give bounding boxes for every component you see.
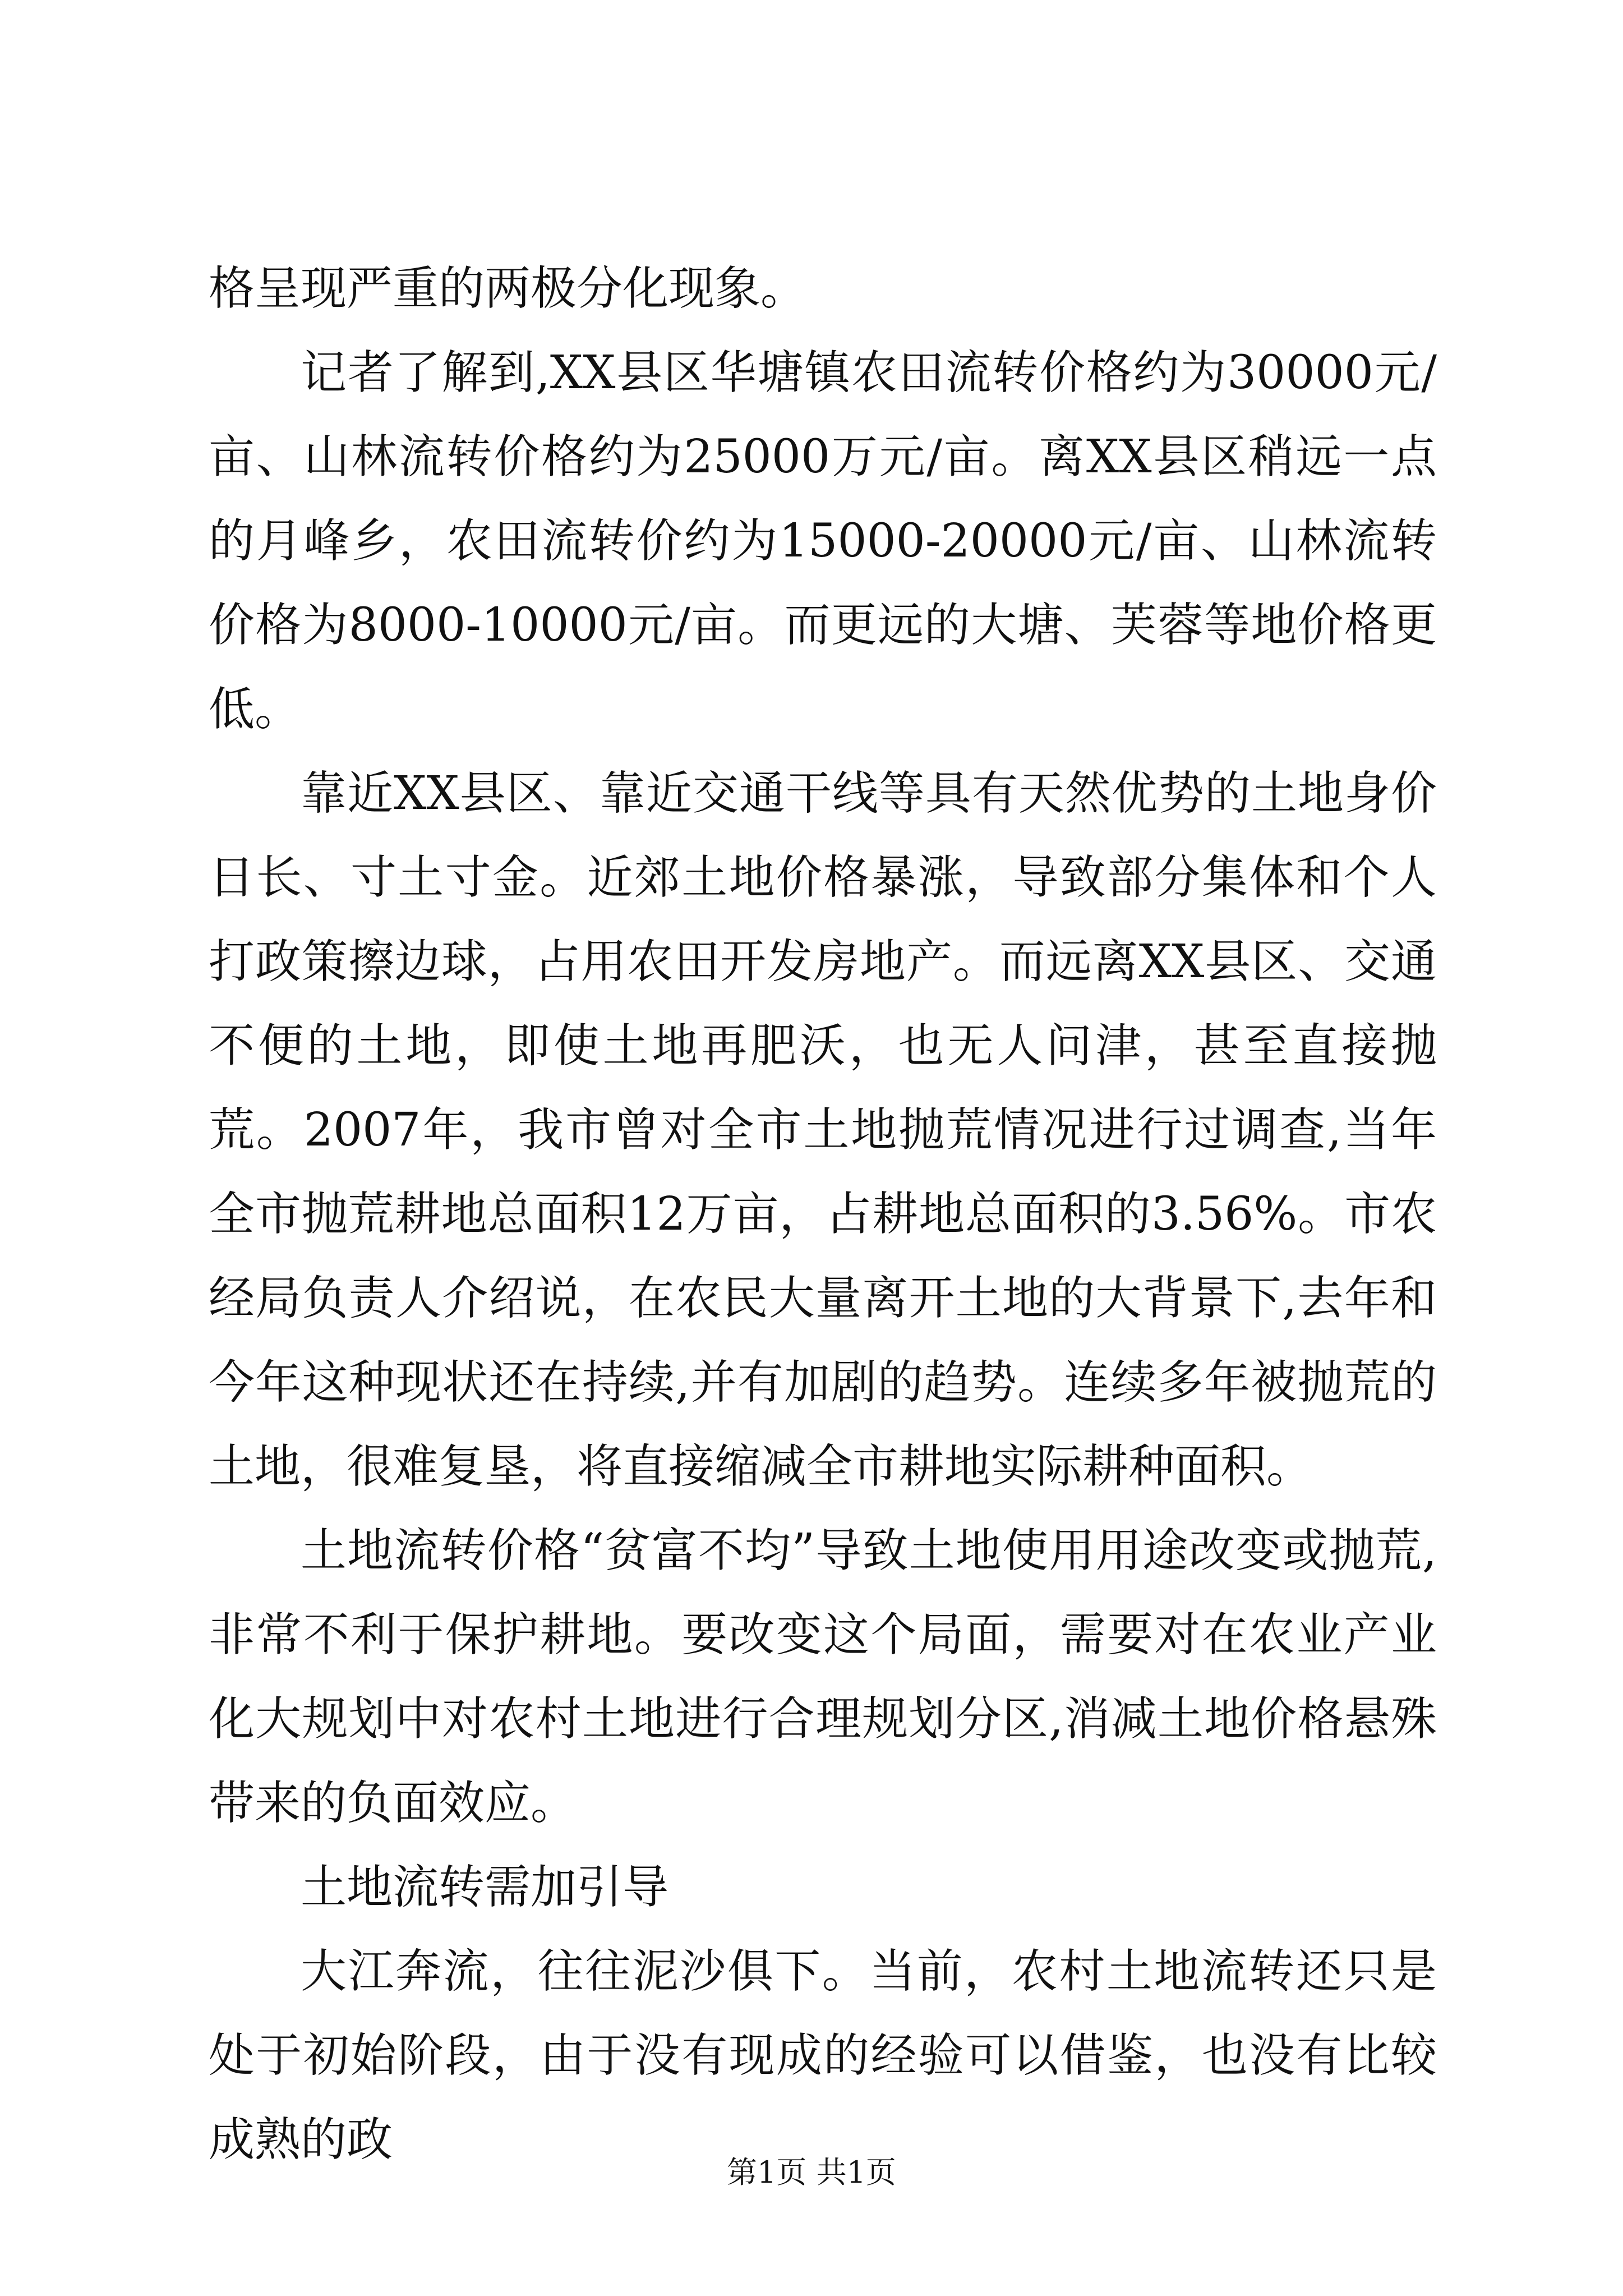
paragraph-4: 土地流转价格“贫富不均”导致土地使用用途改变或抛荒,非常不利于保护耕地。要改变这个局面，需要对在农业产业化大规划中对农村土地进行合理规划分区,消减土地价格悬殊带来的负面效应。 <box>209 1524 1437 1830</box>
section-heading: 土地流转需加引导 <box>301 1861 669 1914</box>
paragraph-1: 格呈现严重的两极分化现象。 <box>209 262 807 315</box>
paragraph-2: 记者了解到,XX县区华塘镇农田流转价格约为30000元/亩、山林流转价格约为25000万元/亩。离XX县区稍远一点的月峰乡，农田流转价约为15000-20000元/亩、山林流转价格为8000-10000元/亩。而更远的大塘、芙蓉等地价格更低。 <box>209 346 1437 736</box>
paragraph-3: 靠近XX县区、靠近交通干线等具有天然优势的土地身价日长、寸土寸金。近郊土地价格暴涨，导致部分集体和个人打政策擦边球，占用农田开发房地产。而远离XX县区、交通不便的土地，即使土地再肥沃，也无人问津，甚至直接抛荒。2007年，我市曾对全市土地抛荒情况进行过调查,当年全市抛荒耕地总面积12万亩，占耕地总面积的3.56%。市农经局负责人介绍说，在农民大量离开土地的大背景下,去年和今年这种现状还在持续,并有加剧的趋势。连续多年被抛荒的土地，很难复垦，将直接缩减全市耕地实际耕种面积。 <box>209 767 1437 1493</box>
page-footer: 第1页 共1页 <box>727 2155 896 2190</box>
paragraph-5: 大江奔流，往往泥沙俱下。当前，农村土地流转还只是处于初始阶段，由于没有现成的经验可以借鉴，也没有比较成熟的政 <box>209 1945 1437 2166</box>
document-body <box>209 247 1437 2182</box>
